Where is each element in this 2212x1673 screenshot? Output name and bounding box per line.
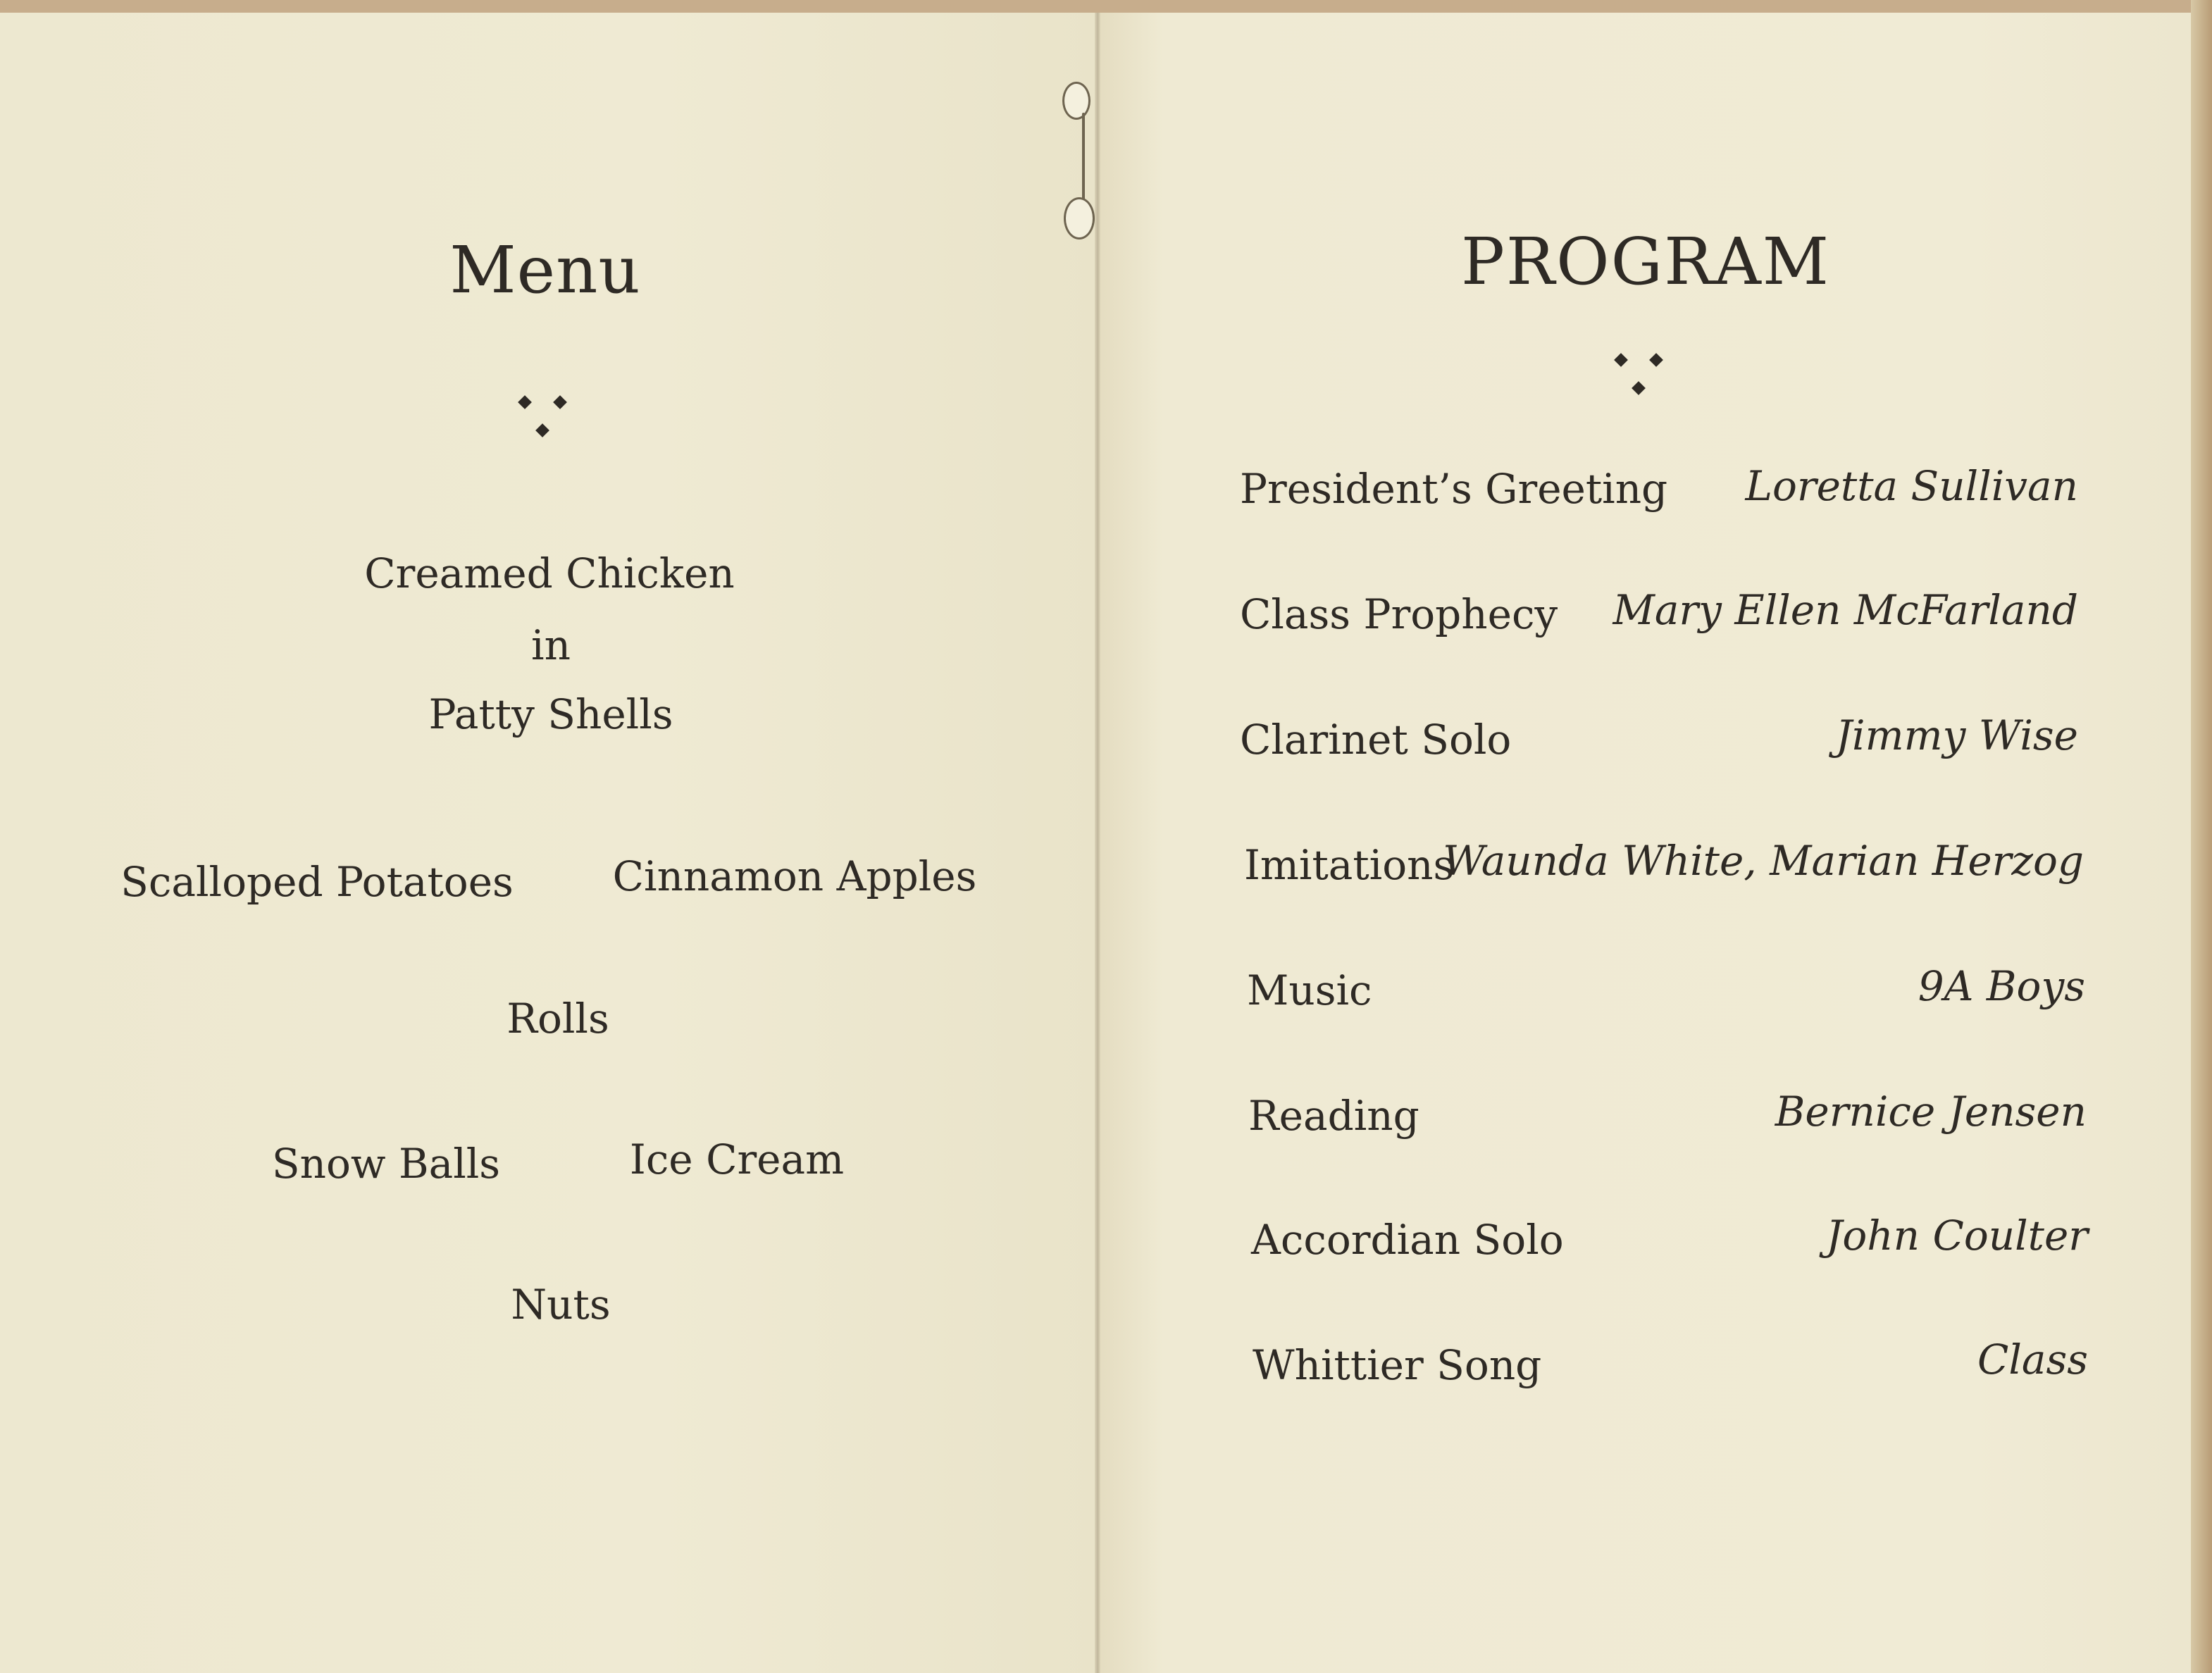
menu-item: Rolls [507,995,609,1043]
program-event: Class Prophecy [1240,590,1558,638]
program-title: PROGRAM [1461,224,1830,299]
program-event: Whittier Song [1253,1341,1542,1389]
menu-item: in [531,621,571,669]
program-performer: 9A Boys [1918,962,2085,1010]
program-event: President’s Greeting [1240,465,1668,513]
program-performer: Waunda White, Marian Herzog [1443,837,2084,885]
program-performer: Class [1977,1336,2088,1383]
binding-hole-icon [1064,197,1095,240]
program-event: Imitations [1244,841,1455,889]
menu-item: Scalloped Potatoes [120,858,514,906]
program-event: Reading [1248,1092,1419,1140]
program-performer: Loretta Sullivan [1745,462,2078,510]
center-fold [1095,13,1100,1673]
program-performer: Jimmy Wise [1835,711,2078,759]
menu-item: Patty Shells [428,690,673,738]
menu-item: Nuts [511,1281,611,1329]
menu-item: Creamed Chicken [364,549,735,597]
menu-title: Menu [449,232,641,308]
program-event: Clarinet Solo [1240,716,1512,764]
program-performer: John Coulter [1826,1212,2088,1260]
program-event: Accordian Solo [1251,1216,1564,1264]
binding-string [1082,113,1085,204]
program-performer: Mary Ellen McFarland [1613,586,2078,634]
menu-item: Cinnamon Apples [612,852,977,900]
diamond-ornament-icon [1613,352,1670,402]
program-performer: Bernice Jensen [1775,1088,2087,1136]
menu-item: Snow Balls [271,1140,501,1188]
program-event: Music [1247,966,1372,1014]
menu-item: Ice Cream [629,1136,845,1183]
binding-hole-icon [1062,82,1091,120]
diamond-ornament-icon [517,394,573,444]
page-edge [2191,0,2212,1673]
